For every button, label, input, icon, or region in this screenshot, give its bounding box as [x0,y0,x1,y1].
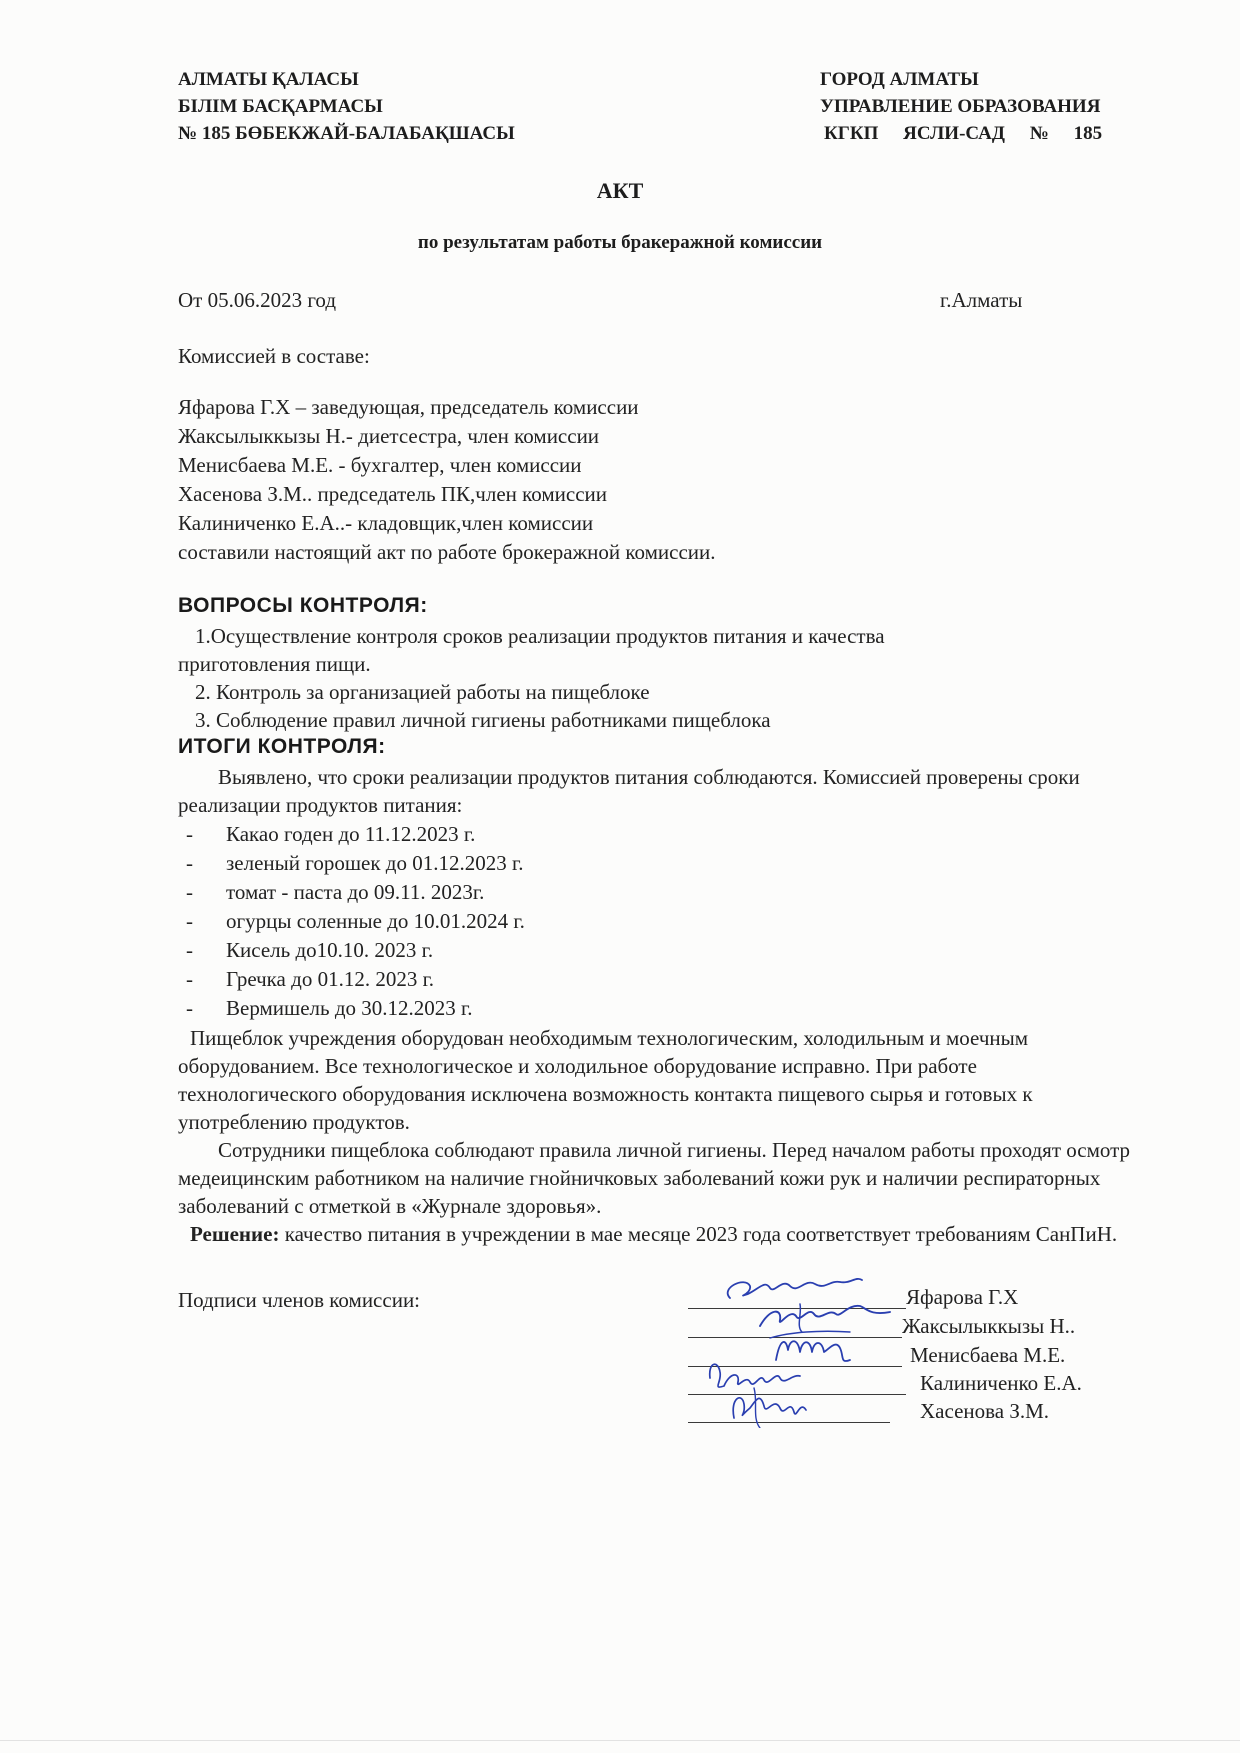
decision-label: Решение: [190,1222,280,1246]
header-left-line: БІЛІМ БАСҚАРМАСЫ [178,96,383,117]
list-item: - Кисель до10.10. 2023 г. [186,938,434,962]
control-question-item: 2. Контроль за организацией работы на пищеблоке [195,680,650,704]
member-line: Жаксылыккызы Н.- диетсестра, член комиссии [178,424,600,448]
product-expiry: огурцы соленные до 10.01.2024 г. [226,909,525,933]
member-line: Менисбаева М.Е. - бухгалтер, член комиссии [178,453,582,477]
list-item: - Какао годен до 11.12.2023 г. [186,822,476,846]
product-expiry: Вермишель до 30.12.2023 г. [226,996,473,1020]
member-line: Калиниченко Е.А..- кладовщик,член комиссии [178,511,594,535]
signature-yafarova [728,1279,862,1298]
member-line: Яфарова Г.Х – заведующая, председатель комиссии [178,395,639,419]
signature-name: Калиниченко Е.А. [920,1371,1082,1395]
signature-name: Жаксылыккызы Н.. [902,1314,1076,1338]
product-expiry: томат - паста до 09.11. 2023г. [226,880,485,904]
list-item: - огурцы соленные до 10.01.2024 г. [186,909,525,933]
product-expiry: зеленый горошек до 01.12.2023 г. [226,851,524,875]
member-line: Хасенова З.М.. председатель ПК,член комиссии [178,482,608,506]
document-date: От 05.06.2023 год [178,288,337,312]
header-left-line: № 185 БӨБЕКЖАЙ-БАЛАБАҚШАСЫ [178,123,515,144]
page-edge [0,1740,1240,1741]
handwritten-signatures [690,1268,920,1428]
header-left-line: АЛМАТЫ ҚАЛАСЫ [178,69,359,90]
control-questions-list [178,622,885,734]
control-question-item: 1.Осуществление контроля сроков реализации продуктов питания и качества [195,624,885,648]
signatures-label: Подписи членов комиссии: [178,1288,421,1312]
list-item: - Вермишель до 30.12.2023 г. [186,996,473,1020]
document-title: АКТ [596,178,644,203]
list-item: - томат - паста до 09.11. 2023г. [186,880,485,904]
header-left [178,66,515,147]
members-list [178,393,716,567]
signature-khasenova [733,1398,806,1418]
signature-name: Хасенова З.М. [920,1399,1050,1423]
signature-zhaksylykkyzy [760,1306,890,1326]
hygiene-paragraph: Сотрудники пищеблока соблюдают правила личной гигиены. Перед началом работы проходят осмотр медеицинским работником на наличие гнойничковых заболеваний кожи рук и наличии респираторных заболеваний с отметкой в «Журнале здоровья». [178,1138,1131,1218]
signature-name: Менисбаева М.Е. [910,1343,1066,1367]
document-city: г.Алматы [940,288,1023,312]
document-subtitle: по результатам работы бракеражной комиссии [417,232,823,253]
header-right-line: УПРАВЛЕНИЕ ОБРАЗОВАНИЯ [820,96,1101,117]
header-right [820,66,1102,147]
control-question-item: 3. Соблюдение правил личной гигиены работниками пищеблока [195,708,771,732]
list-item: - Гречка до 01.12. 2023 г. [186,967,435,991]
header-right-line: КГКП ЯСЛИ-САД № 185 [824,123,1103,144]
signature-menisbaeva [776,1341,850,1361]
products-list [186,820,525,1023]
signature-kalinichenko [710,1364,800,1387]
list-item: - зеленый горошек до 01.12.2023 г. [186,851,524,875]
product-expiry: Гречка до 01.12. 2023 г. [226,967,435,991]
decision-text: качество питания в учреждении в мае месяце 2023 года соответствует требованиям СанПиН. [284,1222,1118,1246]
results-heading: ИТОГИ КОНТРОЛЯ: [178,735,386,758]
control-questions-heading: ВОПРОСЫ КОНТРОЛЯ: [178,594,428,617]
control-question-item: приготовления пищи. [178,652,371,676]
results-intro: Выявлено, что сроки реализации продуктов питания соблюдаются. Комиссией проверены сроки реализации продуктов питания: [178,765,1080,817]
signature-name: Яфарова Г.Х [906,1285,1019,1309]
equipment-paragraph: Пищеблок учреждения оборудован необходимым технологическим, холодильным и моечным оборудованием. Все технологическое и холодильное оборудование исправно. При работе технологического оборудования исключена возможность контакта пищевого сырья и готовых к употреблению продуктов. [178,1026,1033,1134]
decision-paragraph [178,1220,1138,1248]
product-expiry: Какао годен до 11.12.2023 г. [226,822,476,846]
header-right-line: ГОРОД АЛМАТЫ [820,69,979,90]
commission-intro: Комиссией в составе: [178,344,370,368]
signature-ink [710,1279,890,1428]
product-expiry: Кисель до10.10. 2023 г. [226,938,434,962]
member-line: составили настоящий акт по работе брокеражной комиссии. [178,540,716,564]
